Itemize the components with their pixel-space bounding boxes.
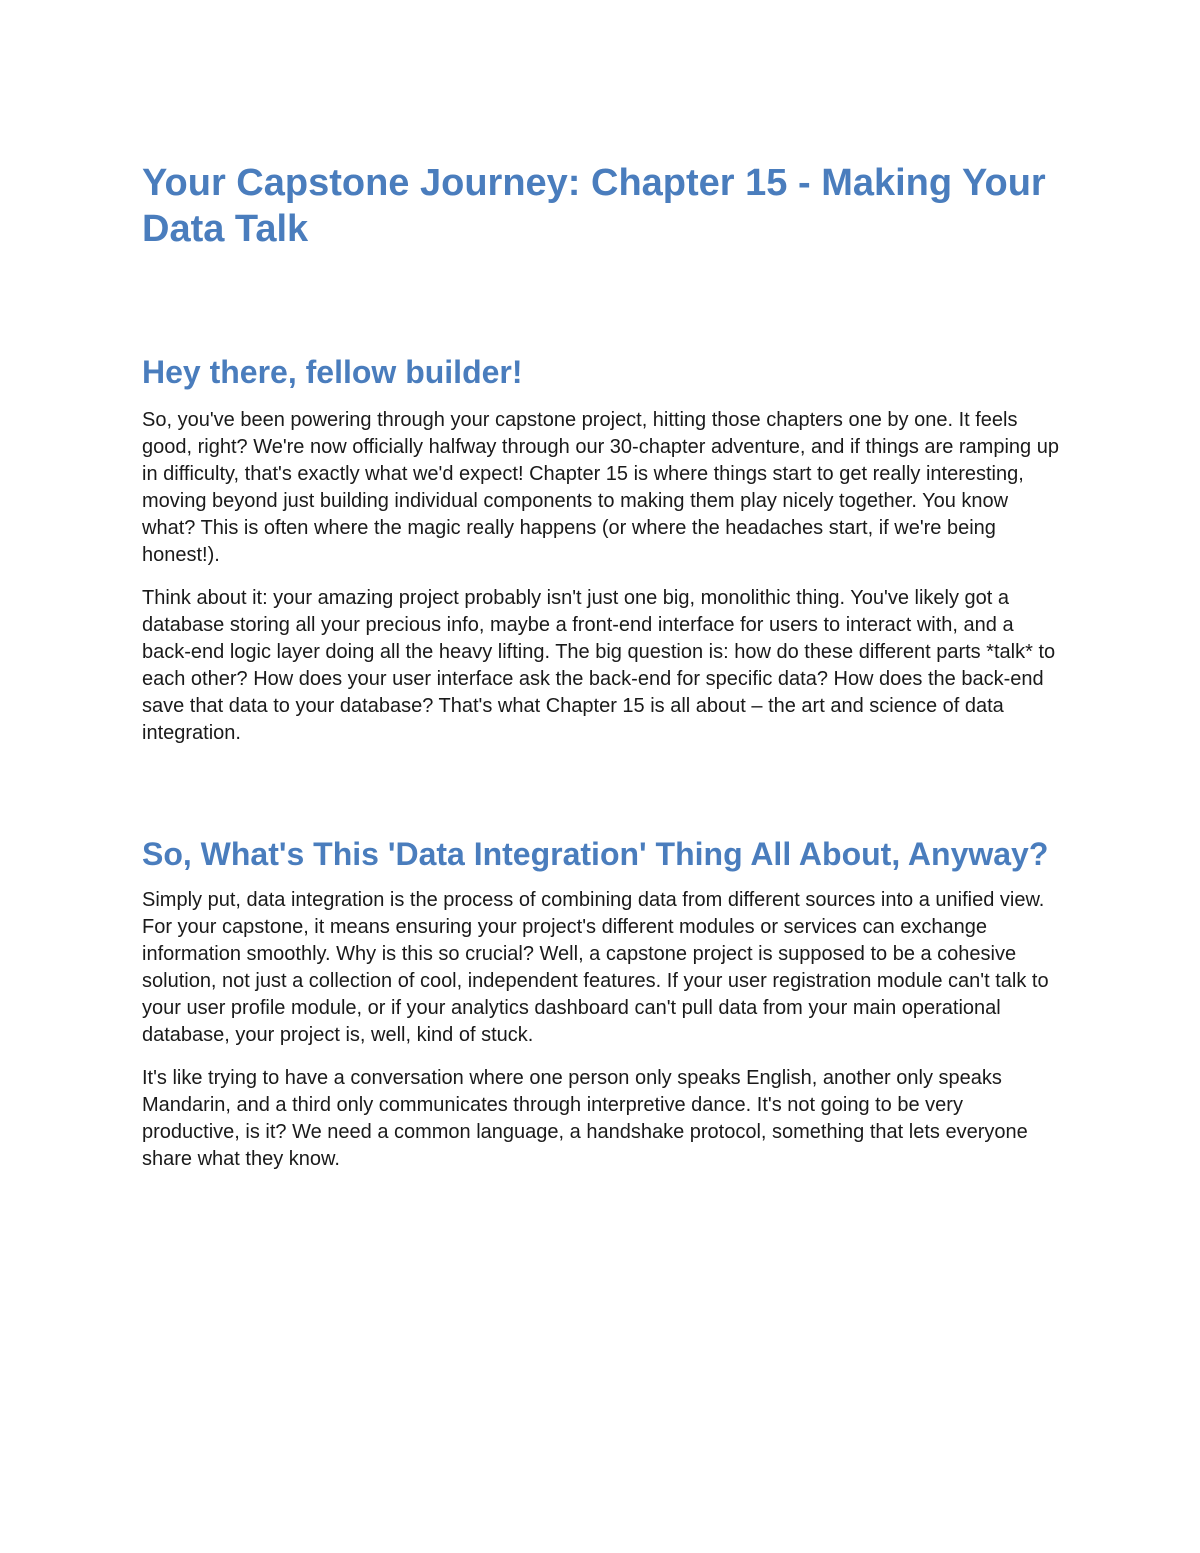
- document-page: [142, 160, 1062, 1173]
- section-heading-greeting: Hey there, fellow builder!: [142, 354, 523, 390]
- paragraph-think-about-it: Think about it: your amazing project probably isn't just one big, monolithic thing. You've likely got a database storing all your precious info, maybe a front-end interface for users to interact with, and a back-end logic layer doing all the heavy lifting. The big question is: how do these different parts *talk* to each other? How does your user interface ask the back-end for specific data? How does the back-end save that data to your database? That's what Chapter 15 is all about – the art and science of data integration.: [142, 587, 1056, 744]
- paragraph-analogy: It's like trying to have a conversation where one person only speaks English, another only speaks Mandarin, and a third only communicates through interpretive dance. It's not going to be very productive, is it? We need a common language, a handshake protocol, something that lets everyone share what they know.: [142, 1067, 1028, 1170]
- paragraph-intro: So, you've been powering through your capstone project, hitting those chapters one by one. It feels good, right? We're now officially halfway through our 30-chapter adventure, and if things are ramping up in difficulty, that's exactly what we'd expect! Chapter 15 is where things start to get really interesting, moving beyond just building individual components to making them play nicely together. You know what? This is often where the magic really happens (or where the headaches start, if we're being honest!).: [142, 409, 1059, 566]
- section-heading-data-integration: So, What's This 'Data Integration' Thing All About, Anyway?: [142, 836, 1049, 872]
- paragraph-definition: Simply put, data integration is the process of combining data from different sources into a unified view. For your capstone, it means ensuring your project's different modules or services can exchange information smoothly. Why is this so crucial? Well, a capstone project is supposed to be a cohesive solution, not just a collection of cool, independent features. If your user registration module can't talk to your user profile module, or if your analytics dashboard can't pull data from your main operational database, your project is, well, kind of stuck.: [142, 889, 1049, 1046]
- document-title: Your Capstone Journey: Chapter 15 - Making Your Data Talk: [142, 162, 1046, 250]
